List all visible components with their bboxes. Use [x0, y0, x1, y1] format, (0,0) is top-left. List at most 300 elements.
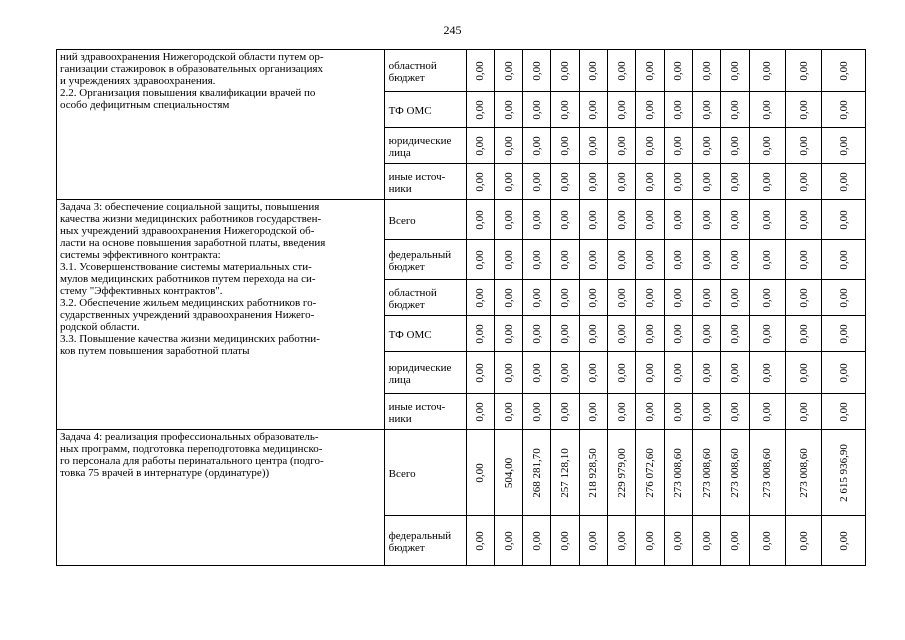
value-text: 0,00: [761, 287, 774, 308]
value-text: 0,00: [559, 99, 572, 120]
description-line: ков путем повышения заработной платы: [60, 345, 250, 357]
value-cell: [786, 394, 822, 430]
value-text: 0,00: [559, 60, 572, 81]
value-text: 0,00: [559, 530, 572, 551]
value-cell: [608, 128, 636, 164]
value-cell: [494, 316, 522, 352]
value-text: 0,00: [502, 135, 515, 156]
value-cell: [721, 516, 749, 566]
value-cell: [786, 240, 822, 280]
value-cell: [523, 516, 551, 566]
value-cell: [693, 394, 721, 430]
value-cell: [523, 430, 551, 516]
value-cell: [822, 128, 866, 164]
value-cell: [608, 50, 636, 92]
value-cell: [579, 92, 607, 128]
value-text: 0,00: [474, 171, 487, 192]
value-cell: [693, 240, 721, 280]
value-cell: [608, 240, 636, 280]
funding-source: областной бюджет: [384, 280, 466, 316]
value-cell: [786, 164, 822, 200]
description-line: стему "Эффективных контрактов".: [60, 285, 223, 297]
value-cell: [608, 316, 636, 352]
value-text: 0,00: [729, 60, 742, 81]
value-text: 0,00: [615, 209, 628, 230]
value-text: 0,00: [587, 209, 600, 230]
value-text: 0,00: [644, 249, 657, 270]
value-text: 0,00: [644, 323, 657, 344]
value-text: 0,00: [761, 323, 774, 344]
value-text: 0,00: [530, 323, 543, 344]
value-text: 0,00: [837, 209, 850, 230]
value-text: 0,00: [761, 135, 774, 156]
value-cell: [636, 128, 664, 164]
value-cell: [721, 240, 749, 280]
value-text: 0,00: [644, 362, 657, 383]
value-text: 0,00: [530, 249, 543, 270]
value-text: 257 128,10: [559, 447, 572, 498]
value-cell: [786, 280, 822, 316]
value-cell: [822, 316, 866, 352]
value-text: 0,00: [700, 323, 713, 344]
value-cell: [523, 128, 551, 164]
value-text: 0,00: [530, 287, 543, 308]
value-cell: [721, 164, 749, 200]
description-line: го персонала для работы перинатального центра (подго-: [60, 455, 324, 467]
value-cell: [721, 316, 749, 352]
value-text: 0,00: [797, 99, 810, 120]
value-cell: [636, 240, 664, 280]
value-text: 273 008,60: [729, 447, 742, 498]
value-cell: [664, 164, 692, 200]
value-cell: [693, 316, 721, 352]
value-cell: [822, 280, 866, 316]
value-cell: [664, 128, 692, 164]
value-text: 0,00: [672, 99, 685, 120]
value-cell: [466, 430, 494, 516]
value-cell: [664, 240, 692, 280]
value-cell: [786, 50, 822, 92]
value-text: 0,00: [672, 60, 685, 81]
value-cell: [664, 516, 692, 566]
description-line: мулов медицинских работников путем перехода на си-: [60, 273, 316, 285]
value-cell: [579, 516, 607, 566]
value-cell: [636, 394, 664, 430]
value-text: 0,00: [700, 135, 713, 156]
value-cell: [608, 516, 636, 566]
value-text: 0,00: [761, 99, 774, 120]
value-text: 0,00: [502, 171, 515, 192]
funding-source: федеральный бюджет: [384, 240, 466, 280]
funding-source: юридические лица: [384, 352, 466, 394]
value-cell: [523, 352, 551, 394]
value-cell: [749, 200, 785, 240]
value-text: 273 008,60: [700, 447, 713, 498]
value-text: 0,00: [587, 135, 600, 156]
value-text: 0,00: [700, 99, 713, 120]
value-cell: [664, 352, 692, 394]
value-text: 0,00: [837, 323, 850, 344]
budget-table: [56, 49, 866, 566]
value-text: 0,00: [761, 401, 774, 422]
value-cell: [721, 280, 749, 316]
funding-source: областной бюджет: [384, 50, 466, 92]
value-text: 0,00: [672, 362, 685, 383]
value-text: 0,00: [797, 323, 810, 344]
funding-source: ТФ ОМС: [384, 316, 466, 352]
value-text: 0,00: [644, 135, 657, 156]
value-text: 0,00: [644, 171, 657, 192]
funding-source: иные источ- ники: [384, 394, 466, 430]
value-cell: [551, 164, 579, 200]
value-cell: [664, 280, 692, 316]
value-cell: [608, 164, 636, 200]
value-text: 0,00: [761, 530, 774, 551]
value-cell: [551, 516, 579, 566]
description-line: 3.2. Обеспечение жильем медицинских работников го-: [60, 297, 317, 309]
value-text: 0,00: [700, 530, 713, 551]
value-text: 0,00: [729, 323, 742, 344]
value-text: 0,00: [559, 135, 572, 156]
value-cell: [822, 394, 866, 430]
value-cell: [551, 394, 579, 430]
value-cell: [693, 50, 721, 92]
value-text: 0,00: [559, 209, 572, 230]
table-row: [57, 50, 866, 92]
value-cell: [466, 516, 494, 566]
value-cell: [494, 92, 522, 128]
value-cell: [494, 516, 522, 566]
value-cell: [693, 128, 721, 164]
value-text: 0,00: [761, 362, 774, 383]
value-cell: [551, 50, 579, 92]
value-text: 0,00: [615, 401, 628, 422]
value-cell: [579, 280, 607, 316]
value-cell: [822, 164, 866, 200]
value-text: 0,00: [700, 287, 713, 308]
value-cell: [523, 280, 551, 316]
value-text: 273 008,60: [672, 447, 685, 498]
value-text: 0,00: [559, 171, 572, 192]
value-cell: [664, 200, 692, 240]
value-cell: [721, 352, 749, 394]
value-cell: [466, 128, 494, 164]
value-cell: [749, 352, 785, 394]
value-text: 0,00: [797, 209, 810, 230]
value-text: 0,00: [700, 209, 713, 230]
value-text: 0,00: [729, 401, 742, 422]
value-text: 0,00: [729, 249, 742, 270]
value-cell: [721, 200, 749, 240]
value-cell: [693, 352, 721, 394]
value-cell: [721, 430, 749, 516]
value-cell: [636, 316, 664, 352]
value-text: 0,00: [837, 530, 850, 551]
value-text: 0,00: [700, 401, 713, 422]
value-cell: [664, 430, 692, 516]
value-cell: [551, 280, 579, 316]
value-text: 0,00: [837, 171, 850, 192]
value-cell: [466, 280, 494, 316]
value-text: 0,00: [672, 323, 685, 344]
value-cell: [636, 516, 664, 566]
description-line: Задача 3: обеспечение социальной защиты, повышения: [60, 201, 320, 213]
value-text: 0,00: [700, 362, 713, 383]
value-text: 0,00: [502, 323, 515, 344]
value-cell: [822, 240, 866, 280]
value-text: 0,00: [615, 362, 628, 383]
value-text: 0,00: [644, 60, 657, 81]
value-cell: [664, 316, 692, 352]
value-text: 0,00: [474, 323, 487, 344]
value-text: 0,00: [837, 249, 850, 270]
value-text: 0,00: [672, 401, 685, 422]
value-cell: [494, 352, 522, 394]
value-cell: [494, 430, 522, 516]
value-text: 0,00: [797, 401, 810, 422]
value-cell: [608, 280, 636, 316]
value-cell: [579, 50, 607, 92]
value-cell: [466, 200, 494, 240]
value-cell: [721, 394, 749, 430]
value-text: 0,00: [729, 530, 742, 551]
value-text: 0,00: [474, 401, 487, 422]
value-text: 0,00: [530, 171, 543, 192]
value-text: 0,00: [615, 171, 628, 192]
value-cell: [608, 430, 636, 516]
value-cell: [608, 394, 636, 430]
value-text: 0,00: [729, 287, 742, 308]
value-cell: [466, 240, 494, 280]
value-cell: [608, 200, 636, 240]
value-text: 0,00: [587, 249, 600, 270]
value-text: 0,00: [837, 401, 850, 422]
description-line: товка 75 врачей в интернатуре (ординатуре)): [60, 467, 270, 479]
value-cell: [636, 50, 664, 92]
value-text: 0,00: [502, 209, 515, 230]
funding-source: федеральный бюджет: [384, 516, 466, 566]
value-cell: [749, 316, 785, 352]
value-text: 0,00: [797, 362, 810, 383]
value-text: 0,00: [587, 362, 600, 383]
value-text: 0,00: [474, 135, 487, 156]
value-text: 273 008,60: [797, 447, 810, 498]
value-text: 0,00: [615, 99, 628, 120]
value-cell: [523, 394, 551, 430]
value-text: 504,00: [502, 457, 515, 488]
value-cell: [749, 128, 785, 164]
value-text: 0,00: [672, 287, 685, 308]
value-text: 0,00: [729, 209, 742, 230]
value-text: 0,00: [587, 287, 600, 308]
funding-source: Всего: [384, 430, 466, 516]
value-text: 0,00: [729, 135, 742, 156]
value-text: 0,00: [672, 135, 685, 156]
value-cell: [494, 128, 522, 164]
value-text: 0,00: [644, 530, 657, 551]
value-cell: [786, 516, 822, 566]
value-text: 0,00: [644, 287, 657, 308]
value-cell: [749, 164, 785, 200]
value-cell: [693, 92, 721, 128]
value-cell: [494, 394, 522, 430]
value-cell: [579, 430, 607, 516]
funding-source: иные источ- ники: [384, 164, 466, 200]
value-text: 0,00: [700, 60, 713, 81]
value-cell: [551, 200, 579, 240]
value-text: 0,00: [615, 60, 628, 81]
value-text: 0,00: [502, 60, 515, 81]
page-number: 245: [443, 23, 462, 37]
value-cell: [693, 516, 721, 566]
value-text: 0,00: [837, 60, 850, 81]
value-cell: [466, 164, 494, 200]
description-line: сударственных учреждений здравоохранения Нижего-: [60, 309, 315, 321]
value-text: 0,00: [672, 249, 685, 270]
value-cell: [494, 164, 522, 200]
value-text: 0,00: [700, 171, 713, 192]
description-line: 2.2. Организация повышения квалификации врачей по: [60, 87, 316, 99]
value-text: 0,00: [729, 99, 742, 120]
value-text: 0,00: [587, 530, 600, 551]
description-line: 3.3. Повышение качества жизни медицинских работни-: [60, 333, 320, 345]
value-cell: [579, 200, 607, 240]
value-text: 273 008,60: [761, 447, 774, 498]
value-text: 229 979,00: [615, 447, 628, 498]
task-description: [57, 50, 385, 200]
value-text: 0,00: [644, 209, 657, 230]
value-cell: [608, 92, 636, 128]
value-text: 0,00: [837, 362, 850, 383]
value-cell: [749, 280, 785, 316]
value-text: 0,00: [559, 287, 572, 308]
value-cell: [579, 128, 607, 164]
value-cell: [721, 128, 749, 164]
value-cell: [822, 200, 866, 240]
value-text: 0,00: [502, 401, 515, 422]
value-cell: [579, 316, 607, 352]
value-text: 0,00: [530, 135, 543, 156]
value-text: 0,00: [502, 99, 515, 120]
value-text: 0,00: [615, 249, 628, 270]
value-cell: [636, 164, 664, 200]
value-text: 0,00: [587, 401, 600, 422]
value-text: 0,00: [587, 323, 600, 344]
value-text: 0,00: [615, 135, 628, 156]
value-cell: [822, 516, 866, 566]
value-cell: [749, 394, 785, 430]
value-text: 0,00: [797, 60, 810, 81]
value-cell: [786, 200, 822, 240]
value-text: 0,00: [797, 171, 810, 192]
value-cell: [693, 280, 721, 316]
value-cell: [551, 92, 579, 128]
value-cell: [822, 430, 866, 516]
value-text: 0,00: [502, 530, 515, 551]
task-description: [57, 430, 385, 566]
value-text: 0,00: [559, 362, 572, 383]
value-text: 0,00: [797, 530, 810, 551]
value-text: 268 281,70: [530, 447, 543, 498]
value-cell: [466, 50, 494, 92]
description-line: 3.1. Усовершенствование системы материальных сти-: [60, 261, 312, 273]
value-cell: [786, 430, 822, 516]
description-line: качества жизни медицинских работников государствен-: [60, 213, 322, 225]
funding-source: юридические лица: [384, 128, 466, 164]
value-cell: [693, 200, 721, 240]
value-text: 0,00: [615, 287, 628, 308]
value-text: 0,00: [837, 99, 850, 120]
value-cell: [786, 128, 822, 164]
description-line: особо дефицитным специальностям: [60, 99, 230, 111]
value-cell: [822, 50, 866, 92]
value-text: 0,00: [761, 60, 774, 81]
value-text: 218 928,50: [587, 447, 600, 498]
value-cell: [749, 50, 785, 92]
value-cell: [636, 280, 664, 316]
value-cell: [721, 50, 749, 92]
value-cell: [523, 316, 551, 352]
value-cell: [579, 164, 607, 200]
value-text: 0,00: [530, 362, 543, 383]
value-text: 0,00: [587, 171, 600, 192]
value-text: 0,00: [502, 362, 515, 383]
value-text: 0,00: [837, 287, 850, 308]
value-cell: [551, 128, 579, 164]
value-cell: [466, 92, 494, 128]
value-text: 0,00: [474, 209, 487, 230]
value-text: 276 072,60: [644, 447, 657, 498]
value-cell: [693, 164, 721, 200]
value-text: 0,00: [530, 99, 543, 120]
value-cell: [822, 352, 866, 394]
value-text: 0,00: [729, 171, 742, 192]
value-text: 0,00: [559, 249, 572, 270]
value-cell: [466, 394, 494, 430]
value-text: 0,00: [797, 287, 810, 308]
table-row: [57, 200, 866, 240]
value-cell: [523, 92, 551, 128]
description-line: ний здравоохранения Нижегородской области путем ор-: [60, 51, 324, 63]
value-cell: [466, 316, 494, 352]
value-cell: [494, 280, 522, 316]
value-text: 0,00: [729, 362, 742, 383]
value-text: 0,00: [474, 60, 487, 81]
value-cell: [494, 240, 522, 280]
description-line: Задача 4: реализация профессиональных образователь-: [60, 431, 319, 443]
value-cell: [636, 352, 664, 394]
value-cell: [749, 240, 785, 280]
value-text: 0,00: [644, 401, 657, 422]
value-text: 0,00: [474, 362, 487, 383]
value-text: 0,00: [474, 530, 487, 551]
value-cell: [636, 200, 664, 240]
value-cell: [786, 352, 822, 394]
description-line: системы эффективного контракта:: [60, 249, 221, 261]
description-line: и учреждениях здравоохранения.: [60, 75, 216, 87]
value-text: 0,00: [530, 401, 543, 422]
description-line: ганизации стажировок в образовательных организациях: [60, 63, 324, 75]
value-cell: [466, 352, 494, 394]
value-cell: [523, 50, 551, 92]
funding-source: ТФ ОМС: [384, 92, 466, 128]
value-cell: [786, 92, 822, 128]
task-description: [57, 200, 385, 430]
value-cell: [664, 394, 692, 430]
value-cell: [749, 516, 785, 566]
value-cell: [551, 316, 579, 352]
value-text: 0,00: [587, 99, 600, 120]
